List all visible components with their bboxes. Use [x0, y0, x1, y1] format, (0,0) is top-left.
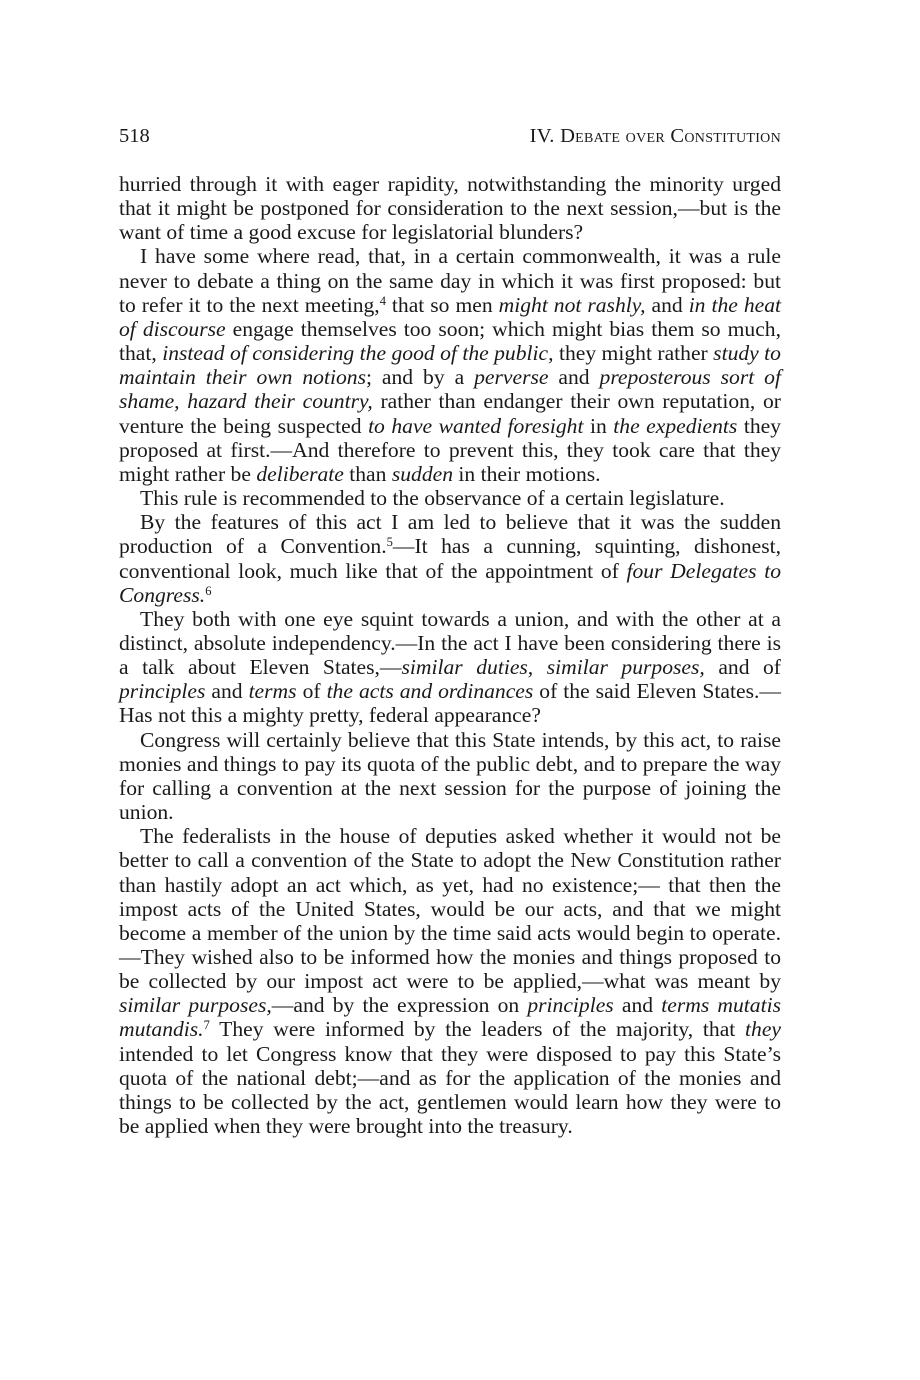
text-run: in	[583, 413, 614, 438]
paragraph	[119, 244, 781, 486]
text-run: engage themselves too soon; which might bias them so much, that,	[119, 316, 781, 366]
paragraph	[119, 510, 781, 607]
text-run: and	[548, 365, 600, 390]
footnote-ref: 6	[205, 583, 212, 598]
paragraph	[119, 824, 781, 1138]
body-text	[119, 172, 781, 1138]
footnote-ref: 4	[379, 293, 386, 308]
italic-text: similar purposes,	[119, 993, 272, 1018]
text-run: they might rather	[553, 341, 714, 366]
italic-text: in the heat of discourse	[119, 292, 781, 341]
page-number: 518	[119, 125, 150, 147]
italic-text: four Delegates to Congress.	[119, 558, 781, 607]
text-run: than	[343, 461, 392, 486]
text-run: of the said Eleven States.—Has not this a mighty pretty, federal appearance?	[119, 679, 781, 728]
text-run: They were informed by the leaders of the majority, that	[209, 1017, 746, 1042]
text-run: and	[645, 292, 689, 317]
text-run: —It has a cunning, squinting, dishonest, conventional look, much like that of the appointment of	[119, 534, 781, 583]
italic-text: terms	[248, 679, 297, 704]
italic-text: preposterous sort of shame, hazard their country,	[119, 365, 781, 414]
text-run: They both with one eye squint towards a union, and with the other at a distinct, absolute independency.—In the act I have been considering there is a talk about Eleven States,—	[119, 606, 781, 680]
paragraph	[119, 172, 781, 244]
italic-text: might not rashly,	[498, 292, 646, 317]
italic-text: principles	[119, 679, 206, 704]
italic-text: terms mutatis mutandis.	[119, 993, 781, 1042]
paragraph	[119, 728, 781, 825]
text-run: and of	[704, 655, 782, 680]
italic-text: the acts and ordinances	[326, 679, 534, 704]
text-run: and	[205, 679, 249, 704]
italic-text: perverse	[474, 365, 549, 390]
section-title: IV. Debate over Constitution	[529, 125, 781, 147]
text-run: and	[613, 993, 662, 1018]
running-head	[119, 122, 781, 150]
paragraph	[119, 486, 781, 510]
footnote-ref: 7	[203, 1018, 210, 1033]
text-run: rather than endanger their own reputation, or venture the being suspected	[119, 389, 781, 438]
italic-text: similar duties, similar purposes,	[401, 655, 705, 680]
text-run: of	[296, 679, 327, 704]
text-run: ; and by a	[365, 365, 475, 390]
text-run: By the features of this act I am led to believe that it was the sudden production of a Convention.	[119, 510, 781, 559]
italic-text: deliberate	[256, 461, 344, 486]
text-run: I have some where read, that, in a certain commonwealth, it was a rule never to debate a thing on the same day in which it was first proposed: but to refer it to the next meeting,	[119, 244, 781, 317]
text-run: Congress will certainly believe that this State intends, by this act, to raise monies and things to pay its quota of the public debt, and to prepare the way for calling a convention at the next session for the purpose of joining the union.	[119, 727, 781, 825]
italic-text: to have wanted foresight	[368, 413, 584, 438]
text-run: in their motions.	[453, 461, 601, 486]
italic-text: sudden	[391, 461, 454, 486]
text-run: The federalists in the house of deputies asked whether it would not be better to call a convention of the State to adopt the New Constitution rather than hastily adopt an act which, as yet, had no existence;— that then the impost acts of the United States, would be our acts, and that we might become a member of the union by the time said acts would begin to operate.—They wished also to be informed how the monies and things proposed to be collected by our impost act were to be applied,—what was meant by	[119, 824, 781, 994]
text-run: This rule is recommended to the observance of a certain legislature.	[140, 486, 725, 511]
italic-text: the expedients	[613, 413, 738, 438]
text-run: —and by the expression on	[271, 993, 528, 1018]
italic-text: principles	[527, 993, 614, 1018]
text-run: hurried through it with eager rapidity, notwithstanding the minority urged that it might be postponed for consideration to the next session,—but is the want of time a good excuse for legislatorial blunders?	[119, 172, 781, 245]
footnote-ref: 5	[386, 535, 393, 550]
text-run: that so men	[385, 292, 499, 317]
italic-text: study to maintain their own notions	[119, 341, 781, 390]
italic-text: they	[745, 1017, 781, 1042]
italic-text: instead of considering the good of the public,	[162, 341, 554, 366]
paragraph	[119, 607, 781, 728]
text-run: intended to let Congress know that they were disposed to pay this State’s quota of the national debt;—and as for the application of the monies and things to be collected by the act, gentlemen would learn how they were to be applied when they were brought into the treasury.	[119, 1041, 781, 1139]
text-run: they proposed at first.—And therefore to prevent this, they took care that they might rather be	[119, 413, 781, 486]
